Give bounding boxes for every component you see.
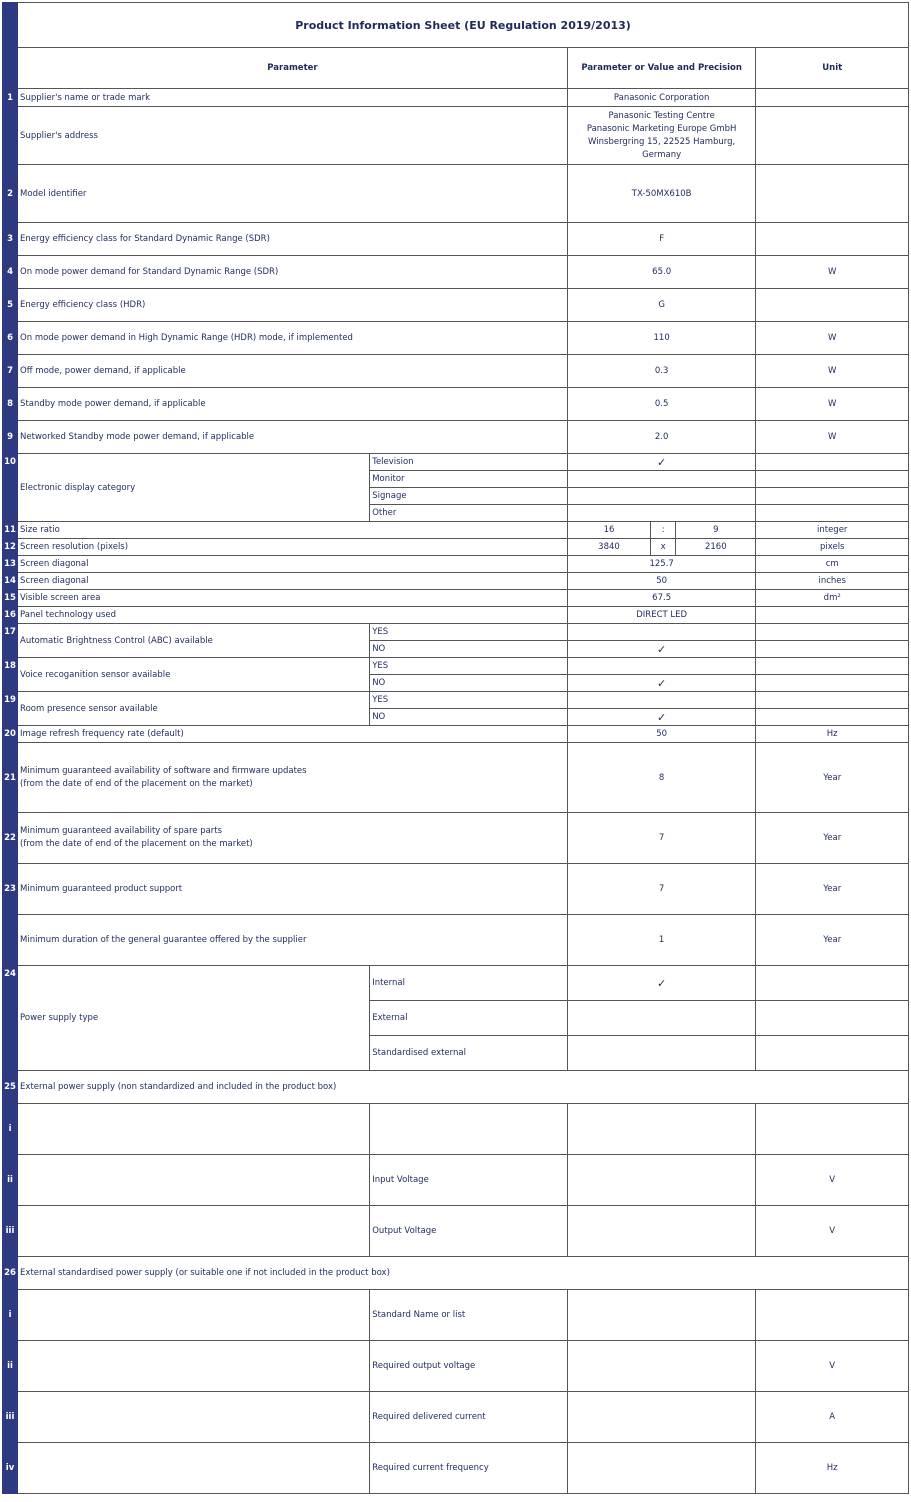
row-label: Energy efficiency class (HDR) — [18, 289, 568, 322]
row-unit: W — [756, 421, 909, 454]
ratio-sep: : — [651, 522, 676, 539]
header-unit: Unit — [756, 48, 909, 89]
check-icon: ✓ — [567, 641, 756, 658]
row-unit: Hz — [756, 726, 909, 743]
supplier-address: Panasonic Testing Centre Panasonic Marketing Europe GmbH Winsbergring 15, 22525 Hamburg, Germany — [567, 107, 756, 165]
table-row: 6 On mode power demand in High Dynamic Range (HDR) mode, if implemented 110 W — [3, 322, 909, 355]
table-row: 22 Minimum guaranteed availability of spare parts (from the date of end of the placement on the market) 7 Year — [3, 813, 909, 864]
row-value: G — [567, 289, 756, 322]
check-icon: ✓ — [567, 966, 756, 1001]
row-unit: W — [756, 355, 909, 388]
table-row: 5 Energy efficiency class (HDR) G — [3, 289, 909, 322]
row-value: TX-50MX610B — [567, 165, 756, 223]
option-standardised-external: Standardised external — [370, 1036, 568, 1071]
row-label: Power supply type — [18, 966, 370, 1071]
row-label: Automatic Brightness Control (ABC) available — [18, 624, 370, 658]
table-row — [3, 915, 909, 966]
row-unit — [756, 1290, 909, 1341]
sub-label: Standard Name or list — [370, 1290, 568, 1341]
table-row: 4 On mode power demand for Standard Dynamic Range (SDR) 65.0 W — [3, 256, 909, 289]
option-yes: YES — [370, 624, 568, 641]
row-unit: W — [756, 256, 909, 289]
row-label: Size ratio — [18, 522, 568, 539]
row-label: Room presence sensor available — [18, 692, 370, 726]
option-yes: YES — [370, 692, 568, 709]
header-value: Parameter or Value and Precision — [567, 48, 756, 89]
row-unit: W — [756, 388, 909, 421]
sub-label: Output Voltage — [370, 1206, 568, 1257]
option-external: External — [370, 1001, 568, 1036]
row-value: 50 — [567, 726, 756, 743]
row-label: External standardised power supply (or suitable one if not included in the product box) — [18, 1257, 909, 1290]
row-unit: Year — [756, 915, 909, 966]
table-row: 23 Minimum guaranteed product support 7 Year — [3, 864, 909, 915]
table-row: i — [3, 1104, 909, 1155]
row-unit: Year — [756, 864, 909, 915]
header-parameter: Parameter — [18, 48, 568, 89]
row-label: On mode power demand in High Dynamic Range (HDR) mode, if implemented — [18, 322, 568, 355]
check-icon: ✓ — [567, 454, 756, 471]
row-label: Supplier's name or trade mark — [18, 89, 568, 107]
resolution-sep: x — [651, 539, 676, 556]
table-row: 11 Size ratio 16 : 9 integer — [3, 522, 909, 539]
row-value: 0.3 — [567, 355, 756, 388]
row-label: Standby mode power demand, if applicable — [18, 388, 568, 421]
row-label: Screen resolution (pixels) — [18, 539, 568, 556]
row-value: 50 — [567, 573, 756, 590]
option-no: NO — [370, 709, 568, 726]
table-row: ii Required output voltage V — [3, 1341, 909, 1392]
table-row: 20 Image refresh frequency rate (default) 50 Hz — [3, 726, 909, 743]
option-television: Television — [370, 454, 568, 471]
row-label: Model identifier — [18, 165, 568, 223]
row-label: Networked Standby mode power demand, if applicable — [18, 421, 568, 454]
row-value: 65.0 — [567, 256, 756, 289]
sub-label: Required current frequency — [370, 1443, 568, 1494]
row-unit: pixels — [756, 539, 909, 556]
row-value: Panasonic Corporation — [567, 89, 756, 107]
table-row: 1 Supplier's name or trade mark Panasonic Corporation — [3, 89, 909, 107]
table-row: i Standard Name or list — [3, 1290, 909, 1341]
table-row: 10 Electronic display category Television ✓ — [3, 454, 909, 471]
row-value: 125.7 — [567, 556, 756, 573]
table-row: 24 Power supply type Internal ✓ — [3, 966, 909, 1001]
row-value: 7 — [567, 864, 756, 915]
check-icon: ✓ — [567, 709, 756, 726]
table-row: 8 Standby mode power demand, if applicable 0.5 W — [3, 388, 909, 421]
row-unit: inches — [756, 573, 909, 590]
row-label: Minimum guaranteed availability of spare parts (from the date of end of the placement on the market) — [18, 813, 568, 864]
check-icon: ✓ — [567, 675, 756, 692]
row-label: On mode power demand for Standard Dynamic Range (SDR) — [18, 256, 568, 289]
row-label: Screen diagonal — [18, 573, 568, 590]
sub-label: Required output voltage — [370, 1341, 568, 1392]
sub-label — [370, 1104, 568, 1155]
table-row: 9 Networked Standby mode power demand, if applicable 2.0 W — [3, 421, 909, 454]
row-label: Energy efficiency class for Standard Dynamic Range (SDR) — [18, 223, 568, 256]
table-row: 13 Screen diagonal 125.7 cm — [3, 556, 909, 573]
row-unit: A — [756, 1392, 909, 1443]
ratio-a: 16 — [567, 522, 650, 539]
resolution-b: 2160 — [676, 539, 756, 556]
option-no: NO — [370, 641, 568, 658]
row-unit: cm — [756, 556, 909, 573]
table-row: iv Required current frequency Hz — [3, 1443, 909, 1494]
row-value: 2.0 — [567, 421, 756, 454]
table-row: ii Input Voltage V — [3, 1155, 909, 1206]
table-row: 16 Panel technology used DIRECT LED — [3, 607, 909, 624]
row-unit — [756, 1104, 909, 1155]
row-label: Off mode, power demand, if applicable — [18, 355, 568, 388]
row-unit: Year — [756, 813, 909, 864]
row-value: DIRECT LED — [567, 607, 756, 624]
option-signage: Signage — [370, 488, 568, 505]
row-label: Voice recoganition sensor available — [18, 658, 370, 692]
row-value: 7 — [567, 813, 756, 864]
row-unit: V — [756, 1206, 909, 1257]
table-row: 25 External power supply (non standardized and included in the product box) — [3, 1071, 909, 1104]
row-value: F — [567, 223, 756, 256]
row-unit: dm² — [756, 590, 909, 607]
row-label: Minimum duration of the general guarantee offered by the supplier — [18, 915, 568, 966]
row-unit: V — [756, 1155, 909, 1206]
table-row: 2 Model identifier TX-50MX610B — [3, 165, 909, 223]
option-other: Other — [370, 505, 568, 522]
row-unit: W — [756, 322, 909, 355]
row-unit: integer — [756, 522, 909, 539]
row-label: Electronic display category — [18, 454, 370, 522]
option-monitor: Monitor — [370, 471, 568, 488]
row-label: Minimum guaranteed product support — [18, 864, 568, 915]
table-row: iii Output Voltage V — [3, 1206, 909, 1257]
row-value: 67.5 — [567, 590, 756, 607]
table-row: 17 Automatic Brightness Control (ABC) available YES — [3, 624, 909, 641]
product-info-table — [2, 2, 909, 1494]
row-unit: Year — [756, 743, 909, 813]
ratio-b: 9 — [676, 522, 756, 539]
row-value: 110 — [567, 322, 756, 355]
table-row: 18 Voice recoganition sensor available YES — [3, 658, 909, 675]
table-row: 12 Screen resolution (pixels) 3840 x 2160 pixels — [3, 539, 909, 556]
sub-label: Required delivered current — [370, 1392, 568, 1443]
row-label: Supplier's address — [18, 107, 568, 165]
row-label: Screen diagonal — [18, 556, 568, 573]
row-unit: V — [756, 1341, 909, 1392]
table-row — [3, 107, 909, 165]
resolution-a: 3840 — [567, 539, 650, 556]
table-row: 21 Minimum guaranteed availability of software and firmware updates (from the date of end of the placement on the market) 8 Year — [3, 743, 909, 813]
row-label: Image refresh frequency rate (default) — [18, 726, 568, 743]
row-value: 1 — [567, 915, 756, 966]
row-label: External power supply (non standardized and included in the product box) — [18, 1071, 909, 1104]
table-row: 7 Off mode, power demand, if applicable 0.3 W — [3, 355, 909, 388]
table-row: 14 Screen diagonal 50 inches — [3, 573, 909, 590]
table-row: 26 External standardised power supply (or suitable one if not included in the product box) — [3, 1257, 909, 1290]
row-label: Visible screen area — [18, 590, 568, 607]
row-label: Panel technology used — [18, 607, 568, 624]
option-internal: Internal — [370, 966, 568, 1001]
sheet-title: Product Information Sheet (EU Regulation 2019/2013) — [18, 3, 909, 48]
table-row: 15 Visible screen area 67.5 dm² — [3, 590, 909, 607]
option-yes: YES — [370, 658, 568, 675]
row-label: Minimum guaranteed availability of software and firmware updates (from the date of end of the placement on the market) — [18, 743, 568, 813]
table-row: 19 Room presence sensor available YES — [3, 692, 909, 709]
table-row: iii Required delivered current A — [3, 1392, 909, 1443]
row-value: 8 — [567, 743, 756, 813]
table-row: 3 Energy efficiency class for Standard Dynamic Range (SDR) F — [3, 223, 909, 256]
row-unit: Hz — [756, 1443, 909, 1494]
option-no: NO — [370, 675, 568, 692]
sub-label: Input Voltage — [370, 1155, 568, 1206]
row-value: 0.5 — [567, 388, 756, 421]
